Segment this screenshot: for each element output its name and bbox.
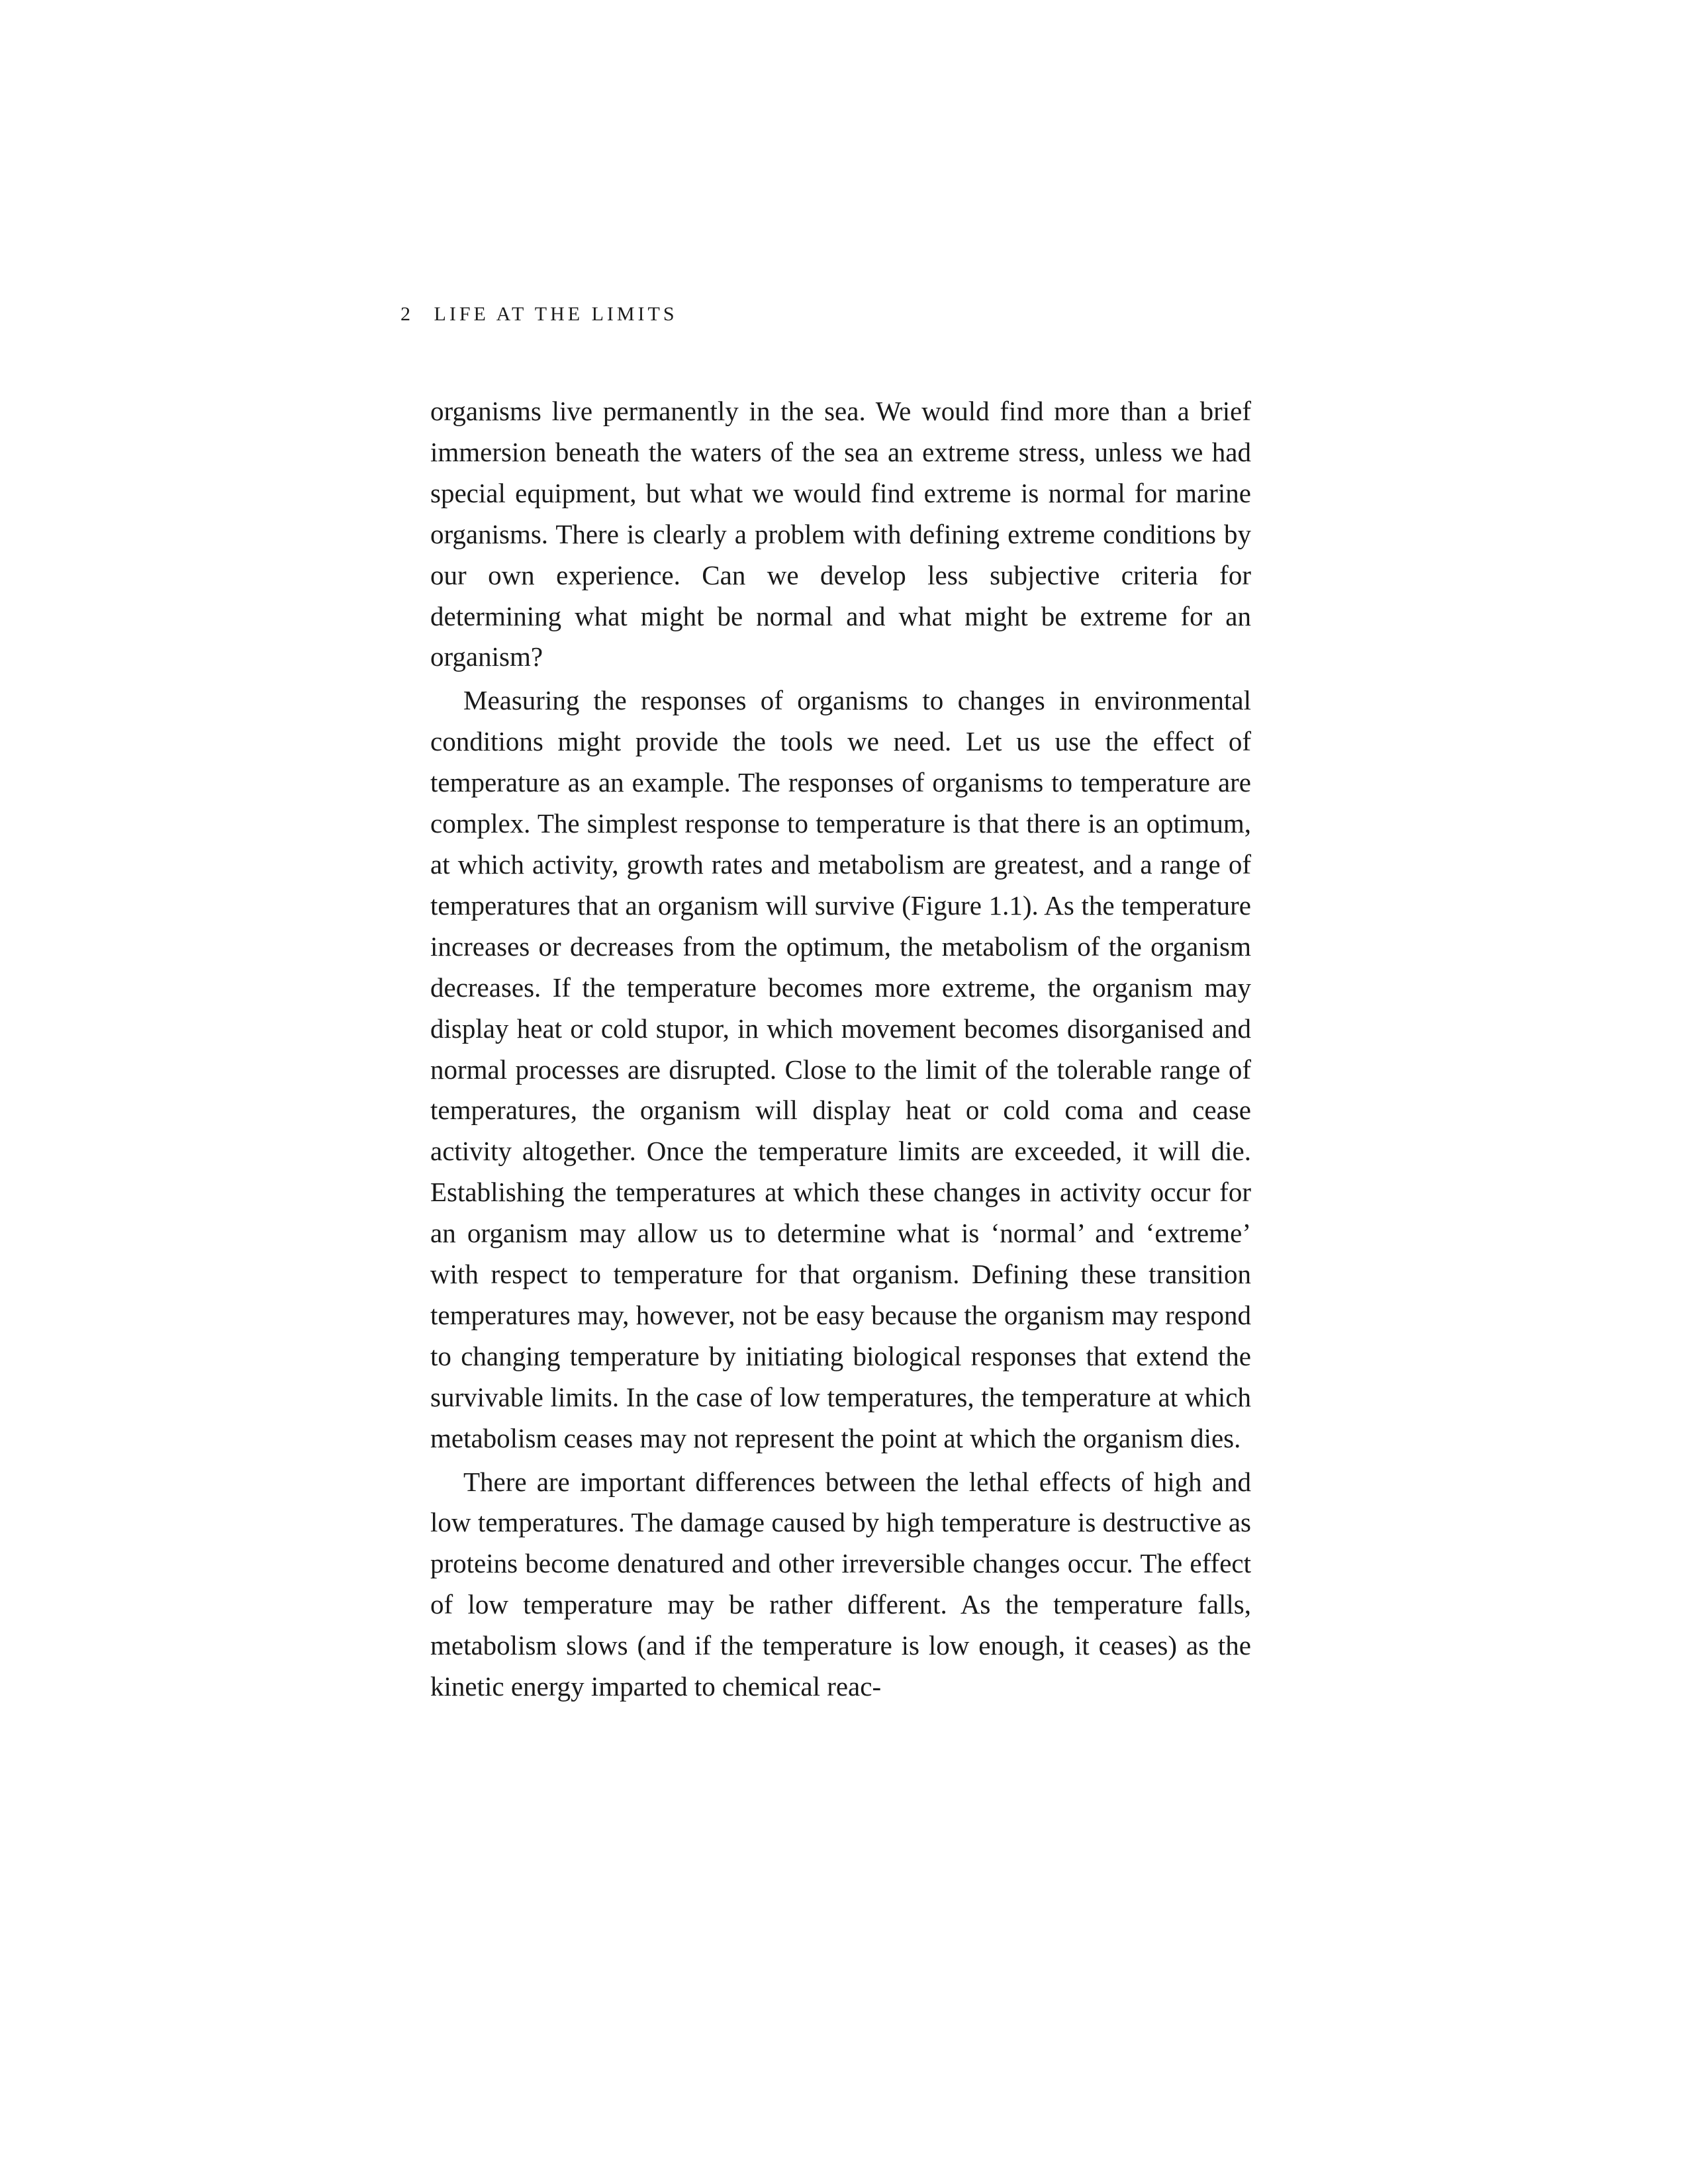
page-number: 2 bbox=[400, 303, 414, 325]
paragraph: Measuring the responses of organisms to changes in environmental conditions might provide the tools we need. Let us use the effect of temperature as an example. The responses of organisms to temperature are complex. The simplest response to temperature is that there is an optimum, at which activity, growth rates and metabolism are greatest, and a range of temperatures that an organism will survive (Figure 1.1). As the temperature increases or decreases from the optimum, the metabolism of the organism decreases. If the temperature becomes more extreme, the organism may display heat or cold stupor, in which movement becomes disorganised and normal processes are disrupted. Close to the limit of the tolerable range of temperatures, the organism will display heat or cold coma and cease activity altogether. Once the temperature limits are exceeded, it will die. Establishing the temperatures at which these changes in activity occur for an organism may allow us to determine what is ‘normal’ and ‘extreme’ with respect to temperature for that organism. Defining these transition temperatures may, however, not be easy because the organism may respond to changing temperature by initiating biological responses that extend the survivable limits. In the case of low temperatures, the temperature at which metabolism ceases may not represent the point at which the organism dies. bbox=[430, 685, 1251, 1453]
body-text bbox=[430, 391, 1251, 1707]
paragraph: organisms live permanently in the sea. We would find more than a brief immersion beneath the waters of the sea an extreme stress, unless we had special equipment, but what we would find extreme is normal for marine organisms. There is clearly a problem with defining extreme conditions by our own experience. Can we develop less subjective criteria for determining what might be normal and what might be extreme for an organism? bbox=[430, 396, 1251, 672]
running-head bbox=[400, 301, 678, 328]
running-title: LIFE AT THE LIMITS bbox=[434, 303, 678, 325]
paragraph: There are important differences between the lethal effects of high and low temperatures. The damage caused by high temperature is destructive as proteins become denatured and other irreversible changes occur. The effect of low temperature may be rather different. As the temperature falls, metabolism slows (and if the temperature is low enough, it ceases) as the kinetic energy imparted to chemical reac- bbox=[430, 1466, 1251, 1702]
